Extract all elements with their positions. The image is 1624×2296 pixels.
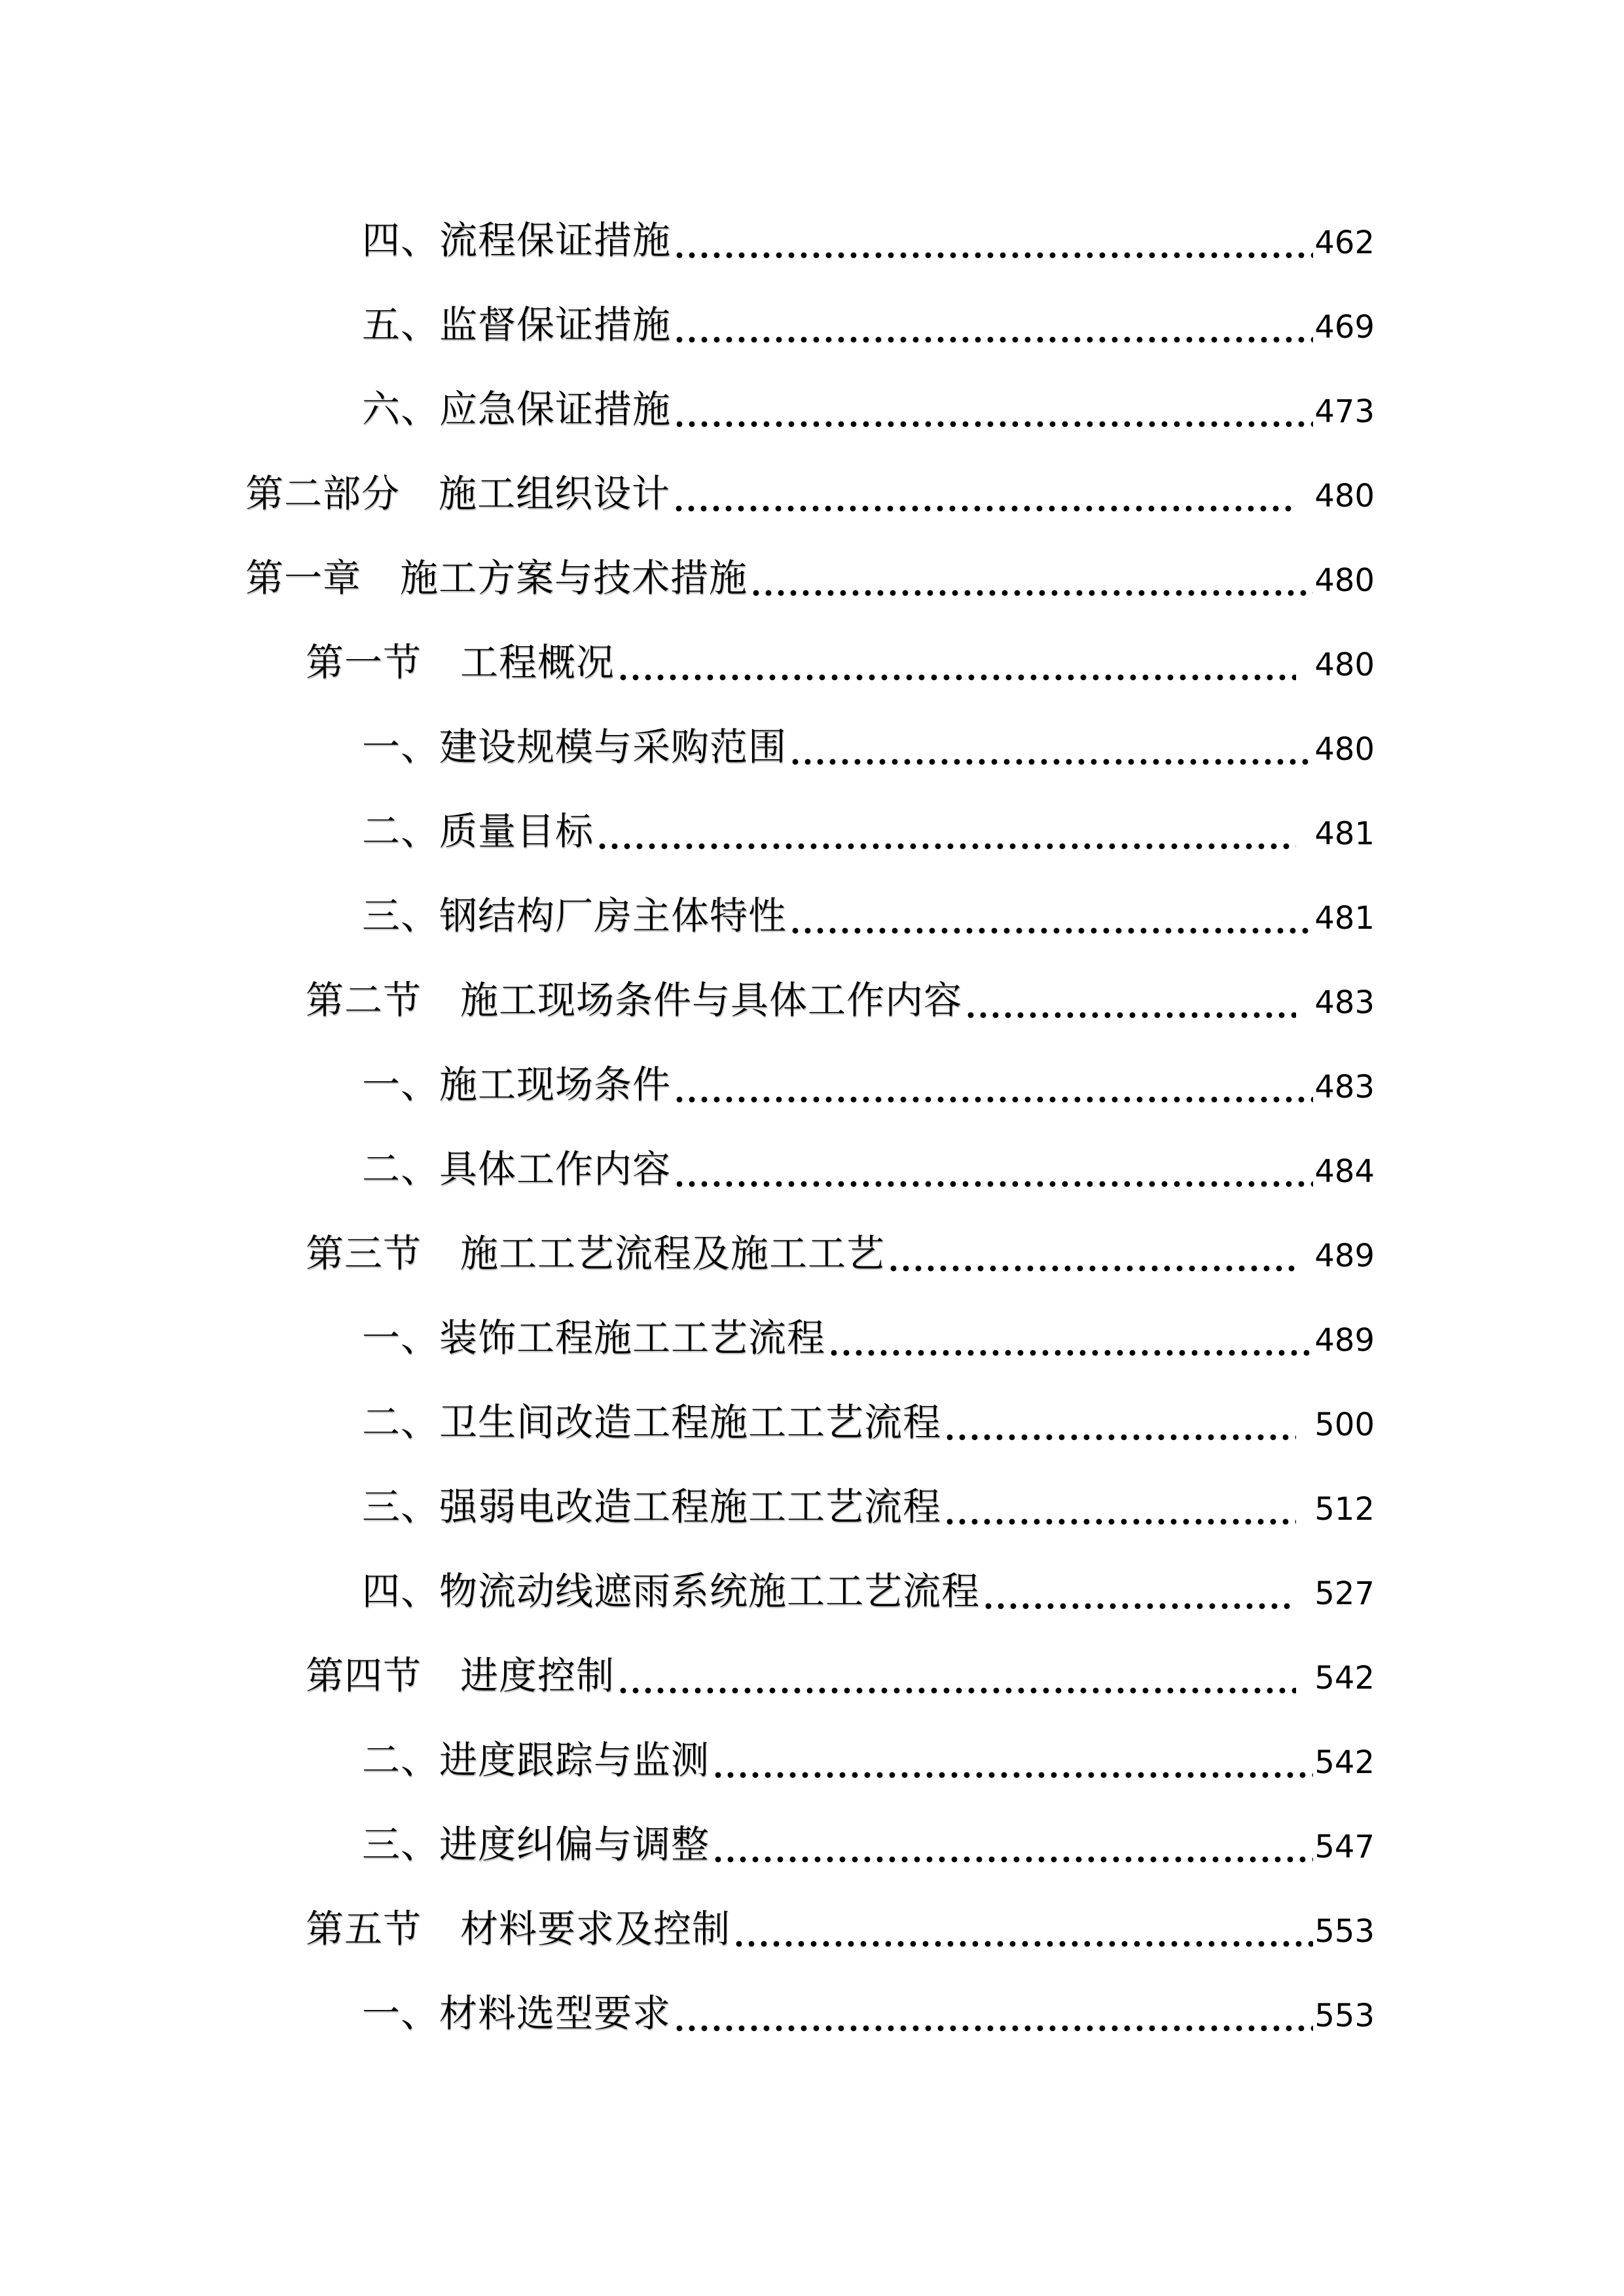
toc-entry-label: 一、施工现场条件 xyxy=(362,1064,672,1106)
toc-entry xyxy=(245,1887,1375,1971)
toc-entry xyxy=(245,1971,1375,2056)
toc-entry-label: 六、应急保证措施 xyxy=(362,388,672,431)
toc-page-number: 483 xyxy=(1314,984,1375,1021)
toc-entry-label: 四、物流动线遮雨系统施工工艺流程 xyxy=(362,1570,981,1613)
dot-leader xyxy=(792,705,1313,789)
dot-leader xyxy=(947,1380,1296,1465)
toc-page-number: 553 xyxy=(1314,1998,1375,2034)
dot-leader xyxy=(620,620,1296,705)
dot-leader xyxy=(715,1803,1313,1887)
toc-page-number: 500 xyxy=(1314,1407,1375,1443)
toc-entry xyxy=(245,705,1375,789)
dot-leader xyxy=(620,1634,1296,1718)
toc-entry xyxy=(245,1211,1375,1296)
toc-entry xyxy=(245,1718,1375,1803)
toc-page-number: 489 xyxy=(1314,1322,1375,1359)
toc-entry xyxy=(245,1634,1375,1718)
toc-list xyxy=(245,198,1375,2056)
dot-leader xyxy=(753,536,1313,620)
toc-entry-label: 一、材料选型要求 xyxy=(362,1992,672,2035)
toc-entry xyxy=(245,958,1375,1043)
toc-entry xyxy=(245,789,1375,874)
toc-page-number: 480 xyxy=(1314,562,1375,599)
toc-page-number: 553 xyxy=(1314,1913,1375,1950)
dot-leader xyxy=(599,789,1296,874)
toc-page-number: 484 xyxy=(1314,1153,1375,1190)
toc-entry-label: 二、具体工作内容 xyxy=(362,1148,672,1191)
toc-page-number: 542 xyxy=(1314,1660,1375,1696)
dot-leader xyxy=(967,958,1296,1043)
toc-entry xyxy=(245,367,1375,452)
toc-entry xyxy=(245,1043,1375,1127)
toc-page-number: 547 xyxy=(1314,1829,1375,1865)
toc-entry-label: 第四节 进度控制 xyxy=(306,1655,615,1697)
toc-entry xyxy=(245,1127,1375,1211)
toc-entry xyxy=(245,198,1375,283)
dot-leader xyxy=(676,367,1313,452)
toc-page-number: 542 xyxy=(1314,1744,1375,1781)
toc-entry-label: 三、进度纠偏与调整 xyxy=(362,1823,710,1866)
dot-leader xyxy=(676,1043,1313,1127)
toc-entry-label: 二、质量目标 xyxy=(362,810,594,853)
toc-page-number: 469 xyxy=(1314,309,1375,346)
toc-page-number: 527 xyxy=(1314,1575,1375,1612)
toc-page-number: 480 xyxy=(1314,731,1375,768)
toc-entry-label: 三、钢结构厂房主体特性 xyxy=(362,895,787,937)
toc-entry-label: 二、进度跟踪与监测 xyxy=(362,1739,710,1782)
toc-entry xyxy=(245,874,1375,958)
toc-entry xyxy=(245,1296,1375,1380)
dot-leader xyxy=(676,452,1296,536)
toc-page-number: 483 xyxy=(1314,1069,1375,1105)
dot-leader xyxy=(676,1971,1313,2056)
dot-leader xyxy=(676,198,1313,283)
dot-leader xyxy=(676,283,1313,367)
toc-entry xyxy=(245,1465,1375,1549)
toc-entry xyxy=(245,620,1375,705)
toc-page-number: 489 xyxy=(1314,1238,1375,1274)
toc-page-number: 473 xyxy=(1314,393,1375,430)
toc-entry-label: 第二节 施工现场条件与具体工作内容 xyxy=(306,979,963,1022)
toc-entry xyxy=(245,283,1375,367)
dot-leader xyxy=(985,1549,1296,1634)
dot-leader xyxy=(715,1718,1313,1803)
dot-leader xyxy=(947,1465,1296,1549)
dot-leader xyxy=(792,874,1313,958)
toc-page-number: 480 xyxy=(1314,647,1375,683)
toc-page-number: 481 xyxy=(1314,900,1375,937)
toc-entry-label: 一、建设规模与采购范围 xyxy=(362,726,787,768)
dot-leader xyxy=(831,1296,1313,1380)
toc-page-number: 462 xyxy=(1314,224,1375,261)
toc-entry-label: 一、装饰工程施工工艺流程 xyxy=(362,1317,826,1359)
dot-leader xyxy=(736,1887,1313,1971)
toc-entry-label: 四、流程保证措施 xyxy=(362,219,672,262)
toc-entry xyxy=(245,536,1375,620)
dot-leader xyxy=(890,1211,1296,1296)
toc-page-number: 512 xyxy=(1314,1491,1375,1528)
toc-entry-label: 第五节 材料要求及控制 xyxy=(306,1908,731,1950)
toc-entry-label: 第二部分 施工组织设计 xyxy=(245,473,671,515)
toc-entry xyxy=(245,1380,1375,1465)
toc-entry-label: 二、卫生间改造工程施工工艺流程 xyxy=(362,1401,942,1444)
toc-entry-label: 第三节 施工工艺流程及施工工艺 xyxy=(306,1232,886,1275)
toc-page-number: 481 xyxy=(1314,816,1375,852)
toc-entry-label: 五、监督保证措施 xyxy=(362,304,672,346)
dot-leader xyxy=(676,1127,1313,1211)
toc-entry xyxy=(245,452,1375,536)
toc-entry-label: 三、强弱电改造工程施工工艺流程 xyxy=(362,1486,942,1528)
toc-page-number: 480 xyxy=(1314,478,1375,514)
toc-entry-label: 第一节 工程概况 xyxy=(306,641,615,684)
toc-entry xyxy=(245,1803,1375,1887)
toc-entry xyxy=(245,1549,1375,1634)
toc-entry-label: 第一章 施工方案与技术措施 xyxy=(245,557,748,600)
